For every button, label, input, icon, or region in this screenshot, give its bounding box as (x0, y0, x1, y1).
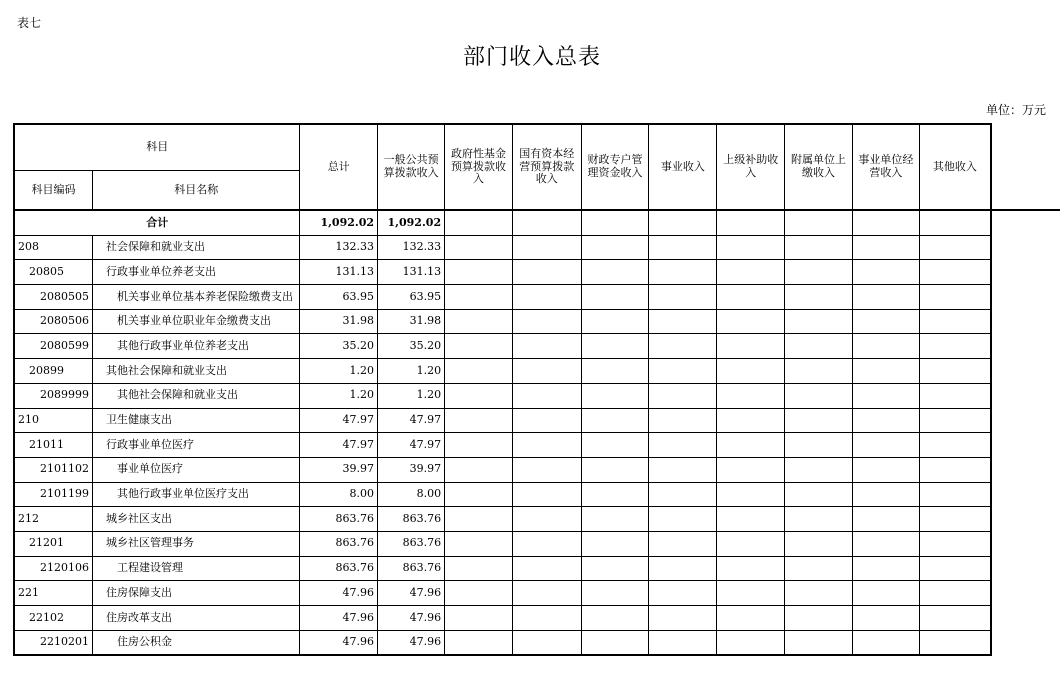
table-number: 表七 (17, 16, 42, 30)
header-total: 总计 (300, 124, 378, 210)
row-code: 2080505 (14, 285, 93, 310)
row-empty-cell (512, 383, 581, 408)
row-empty-cell (785, 433, 853, 458)
row-empty-cell (512, 531, 581, 556)
row-empty-cell (717, 482, 785, 507)
row-empty-cell (581, 556, 649, 581)
row-empty-cell (445, 482, 513, 507)
row-empty-cell (445, 433, 513, 458)
row-empty-cell (581, 359, 649, 384)
row-general-budget: 132.33 (378, 235, 445, 260)
row-total: 31.98 (300, 309, 378, 334)
row-general-budget: 863.76 (378, 556, 445, 581)
row-empty-cell (581, 334, 649, 359)
row-code: 20805 (14, 260, 93, 285)
row-empty-cell (581, 581, 649, 606)
row-name: 行政事业单位养老支出 (93, 260, 300, 285)
row-empty-cell (512, 482, 581, 507)
row-general-budget: 863.76 (378, 531, 445, 556)
header-subject: 科目 (14, 124, 300, 171)
table-row (14, 556, 1060, 581)
row-empty-cell (717, 334, 785, 359)
row-empty-cell (512, 285, 581, 310)
table-row (14, 531, 1060, 556)
row-name: 机关事业单位职业年金缴费支出 (93, 309, 300, 334)
row-empty-cell (717, 531, 785, 556)
table-row (14, 433, 1060, 458)
row-empty-cell (717, 383, 785, 408)
row-empty-cell (581, 408, 649, 433)
page-title: 部门收入总表 (462, 45, 601, 70)
row-empty-cell (649, 383, 717, 408)
row-empty-cell (581, 457, 649, 482)
row-empty-cell (785, 531, 853, 556)
row-empty-cell (852, 260, 919, 285)
row-total: 47.96 (300, 606, 378, 631)
row-total: 47.96 (300, 581, 378, 606)
row-total: 131.13 (300, 260, 378, 285)
header-other: 其他收入 (919, 124, 990, 210)
row-empty-cell (512, 581, 581, 606)
row-empty-cell (581, 630, 649, 655)
table-row (14, 359, 1060, 384)
row-empty-cell (649, 556, 717, 581)
row-empty-cell (512, 630, 581, 655)
sum-empty-cell (717, 210, 785, 235)
header-affiliated: 附属单位上缴收入 (785, 124, 853, 210)
row-name: 机关事业单位基本养老保险缴费支出 (93, 285, 300, 310)
row-total: 47.97 (300, 408, 378, 433)
row-empty-cell (445, 606, 513, 631)
row-empty-cell (717, 606, 785, 631)
row-empty-cell (785, 581, 853, 606)
row-name: 城乡社区支出 (93, 507, 300, 532)
header-code: 科目编码 (14, 171, 93, 211)
row-empty-cell (445, 556, 513, 581)
row-empty-cell (852, 334, 919, 359)
row-empty-cell (717, 556, 785, 581)
row-total: 35.20 (300, 334, 378, 359)
sum-total: 1,092.02 (300, 210, 378, 235)
table-row (14, 260, 1060, 285)
row-code: 208 (14, 235, 93, 260)
row-empty-cell (717, 235, 785, 260)
row-empty-cell (445, 507, 513, 532)
row-code: 2089999 (14, 383, 93, 408)
row-general-budget: 47.96 (378, 606, 445, 631)
table-row (14, 383, 1060, 408)
row-empty-cell (919, 359, 990, 384)
row-empty-cell (717, 433, 785, 458)
row-code: 21201 (14, 531, 93, 556)
row-empty-cell (649, 457, 717, 482)
row-empty-cell (512, 235, 581, 260)
row-code: 212 (14, 507, 93, 532)
row-empty-cell (581, 260, 649, 285)
row-empty-cell (785, 408, 853, 433)
row-empty-cell (852, 285, 919, 310)
row-total: 1.20 (300, 383, 378, 408)
row-empty-cell (512, 507, 581, 532)
table-row (14, 235, 1060, 260)
row-code: 21011 (14, 433, 93, 458)
row-general-budget: 63.95 (378, 285, 445, 310)
row-empty-cell (581, 433, 649, 458)
row-code: 2101102 (14, 457, 93, 482)
row-empty-cell (852, 630, 919, 655)
row-empty-cell (717, 507, 785, 532)
header-gov-fund: 政府性基金预算拨款收入 (445, 124, 513, 210)
row-name: 事业单位医疗 (93, 457, 300, 482)
row-empty-cell (919, 606, 990, 631)
row-empty-cell (649, 606, 717, 631)
row-empty-cell (785, 606, 853, 631)
row-empty-cell (919, 556, 990, 581)
row-empty-cell (445, 309, 513, 334)
row-empty-cell (919, 309, 990, 334)
row-general-budget: 1.20 (378, 359, 445, 384)
row-empty-cell (717, 309, 785, 334)
row-name: 其他行政事业单位医疗支出 (93, 482, 300, 507)
row-name: 其他社会保障和就业支出 (93, 383, 300, 408)
row-empty-cell (785, 285, 853, 310)
row-empty-cell (919, 531, 990, 556)
row-empty-cell (649, 309, 717, 334)
sum-empty-cell (649, 210, 717, 235)
row-empty-cell (649, 235, 717, 260)
row-empty-cell (852, 482, 919, 507)
header-state-capital: 国有资本经营预算拨款收入 (512, 124, 581, 210)
row-empty-cell (919, 457, 990, 482)
row-empty-cell (445, 408, 513, 433)
row-general-budget: 39.97 (378, 457, 445, 482)
row-empty-cell (919, 383, 990, 408)
row-empty-cell (445, 581, 513, 606)
row-empty-cell (919, 507, 990, 532)
header-business-operation: 事业单位经营收入 (852, 124, 919, 210)
row-total: 63.95 (300, 285, 378, 310)
table-row (14, 408, 1060, 433)
row-code: 2080506 (14, 309, 93, 334)
row-empty-cell (852, 408, 919, 433)
header-name: 科目名称 (93, 171, 300, 211)
row-general-budget: 8.00 (378, 482, 445, 507)
row-empty-cell (785, 507, 853, 532)
row-empty-cell (445, 457, 513, 482)
row-empty-cell (649, 334, 717, 359)
row-empty-cell (581, 482, 649, 507)
table-row (14, 482, 1060, 507)
row-name: 工程建设管理 (93, 556, 300, 581)
row-empty-cell (852, 383, 919, 408)
row-name: 住房公积金 (93, 630, 300, 655)
row-empty-cell (852, 457, 919, 482)
row-empty-cell (919, 482, 990, 507)
row-empty-cell (852, 235, 919, 260)
row-general-budget: 35.20 (378, 334, 445, 359)
table-row (14, 285, 1060, 310)
header-fiscal-special: 财政专户管理资金收入 (581, 124, 649, 210)
income-summary-table (13, 123, 1060, 656)
row-empty-cell (445, 531, 513, 556)
row-total: 39.97 (300, 457, 378, 482)
row-empty-cell (445, 359, 513, 384)
table-row (14, 606, 1060, 631)
row-name: 卫生健康支出 (93, 408, 300, 433)
row-empty-cell (919, 285, 990, 310)
row-name: 城乡社区管理事务 (93, 531, 300, 556)
row-name: 住房改革支出 (93, 606, 300, 631)
header-business: 事业收入 (649, 124, 717, 210)
row-general-budget: 47.96 (378, 630, 445, 655)
row-empty-cell (445, 383, 513, 408)
row-name: 其他行政事业单位养老支出 (93, 334, 300, 359)
row-empty-cell (512, 260, 581, 285)
row-empty-cell (512, 408, 581, 433)
row-empty-cell (852, 581, 919, 606)
row-empty-cell (512, 309, 581, 334)
row-empty-cell (649, 359, 717, 384)
row-empty-cell (785, 359, 853, 384)
row-empty-cell (852, 531, 919, 556)
header-general-budget: 一般公共预算拨款收入 (378, 124, 445, 210)
row-empty-cell (717, 581, 785, 606)
row-empty-cell (581, 606, 649, 631)
row-empty-cell (919, 630, 990, 655)
sum-general-budget: 1,092.02 (378, 210, 445, 235)
row-general-budget: 47.97 (378, 433, 445, 458)
row-empty-cell (649, 408, 717, 433)
row-empty-cell (512, 606, 581, 631)
row-empty-cell (512, 457, 581, 482)
row-general-budget: 47.96 (378, 581, 445, 606)
row-empty-cell (919, 408, 990, 433)
row-name: 社会保障和就业支出 (93, 235, 300, 260)
row-empty-cell (852, 309, 919, 334)
table-row (14, 507, 1060, 532)
row-empty-cell (852, 359, 919, 384)
row-empty-cell (785, 383, 853, 408)
row-empty-cell (445, 334, 513, 359)
table-row (14, 630, 1060, 655)
row-empty-cell (852, 507, 919, 532)
row-empty-cell (785, 482, 853, 507)
row-empty-cell (717, 359, 785, 384)
header-superior-subsidy: 上级补助收入 (717, 124, 785, 210)
row-empty-cell (717, 260, 785, 285)
row-total: 863.76 (300, 556, 378, 581)
row-empty-cell (717, 408, 785, 433)
row-empty-cell (649, 630, 717, 655)
row-empty-cell (581, 383, 649, 408)
row-code: 20899 (14, 359, 93, 384)
row-name: 住房保障支出 (93, 581, 300, 606)
row-total: 132.33 (300, 235, 378, 260)
row-name: 其他社会保障和就业支出 (93, 359, 300, 384)
row-empty-cell (649, 260, 717, 285)
row-empty-cell (512, 556, 581, 581)
row-empty-cell (445, 260, 513, 285)
row-name: 行政事业单位医疗 (93, 433, 300, 458)
row-total: 863.76 (300, 507, 378, 532)
row-empty-cell (717, 457, 785, 482)
table-row (14, 309, 1060, 334)
row-empty-cell (649, 482, 717, 507)
row-empty-cell (852, 606, 919, 631)
row-empty-cell (919, 433, 990, 458)
row-empty-cell (852, 433, 919, 458)
table-row (14, 457, 1060, 482)
row-code: 210 (14, 408, 93, 433)
row-empty-cell (445, 285, 513, 310)
unit-label: 单位：万元 (985, 103, 1046, 117)
row-empty-cell (785, 556, 853, 581)
row-total: 1.20 (300, 359, 378, 384)
row-empty-cell (445, 235, 513, 260)
row-empty-cell (649, 507, 717, 532)
row-empty-cell (649, 531, 717, 556)
row-empty-cell (717, 630, 785, 655)
row-empty-cell (852, 556, 919, 581)
row-empty-cell (785, 260, 853, 285)
row-empty-cell (717, 285, 785, 310)
sum-row (14, 210, 1060, 235)
row-empty-cell (512, 433, 581, 458)
row-empty-cell (649, 285, 717, 310)
row-empty-cell (785, 630, 853, 655)
row-empty-cell (581, 531, 649, 556)
row-general-budget: 131.13 (378, 260, 445, 285)
row-empty-cell (919, 581, 990, 606)
row-total: 863.76 (300, 531, 378, 556)
row-empty-cell (649, 433, 717, 458)
row-general-budget: 47.97 (378, 408, 445, 433)
sum-empty-cell (919, 210, 990, 235)
row-code: 2080599 (14, 334, 93, 359)
sum-empty-cell (581, 210, 649, 235)
row-code: 22102 (14, 606, 93, 631)
table-row (14, 581, 1060, 606)
row-empty-cell (581, 285, 649, 310)
row-empty-cell (785, 457, 853, 482)
row-empty-cell (445, 630, 513, 655)
table-row (14, 334, 1060, 359)
row-empty-cell (581, 235, 649, 260)
sum-empty-cell (852, 210, 919, 235)
sum-empty-cell (512, 210, 581, 235)
row-code: 2210201 (14, 630, 93, 655)
row-empty-cell (785, 235, 853, 260)
row-empty-cell (512, 359, 581, 384)
row-general-budget: 31.98 (378, 309, 445, 334)
row-total: 47.96 (300, 630, 378, 655)
row-code: 2120106 (14, 556, 93, 581)
row-empty-cell (512, 334, 581, 359)
row-general-budget: 863.76 (378, 507, 445, 532)
row-general-budget: 1.20 (378, 383, 445, 408)
row-code: 2101199 (14, 482, 93, 507)
row-empty-cell (649, 581, 717, 606)
sum-empty-cell (785, 210, 853, 235)
row-empty-cell (919, 260, 990, 285)
row-total: 47.97 (300, 433, 378, 458)
sum-label: 合计 (14, 210, 300, 235)
row-empty-cell (581, 309, 649, 334)
row-code: 221 (14, 581, 93, 606)
sum-empty-cell (445, 210, 513, 235)
row-empty-cell (785, 334, 853, 359)
row-empty-cell (785, 309, 853, 334)
row-empty-cell (919, 334, 990, 359)
row-empty-cell (581, 507, 649, 532)
row-total: 8.00 (300, 482, 378, 507)
row-empty-cell (919, 235, 990, 260)
